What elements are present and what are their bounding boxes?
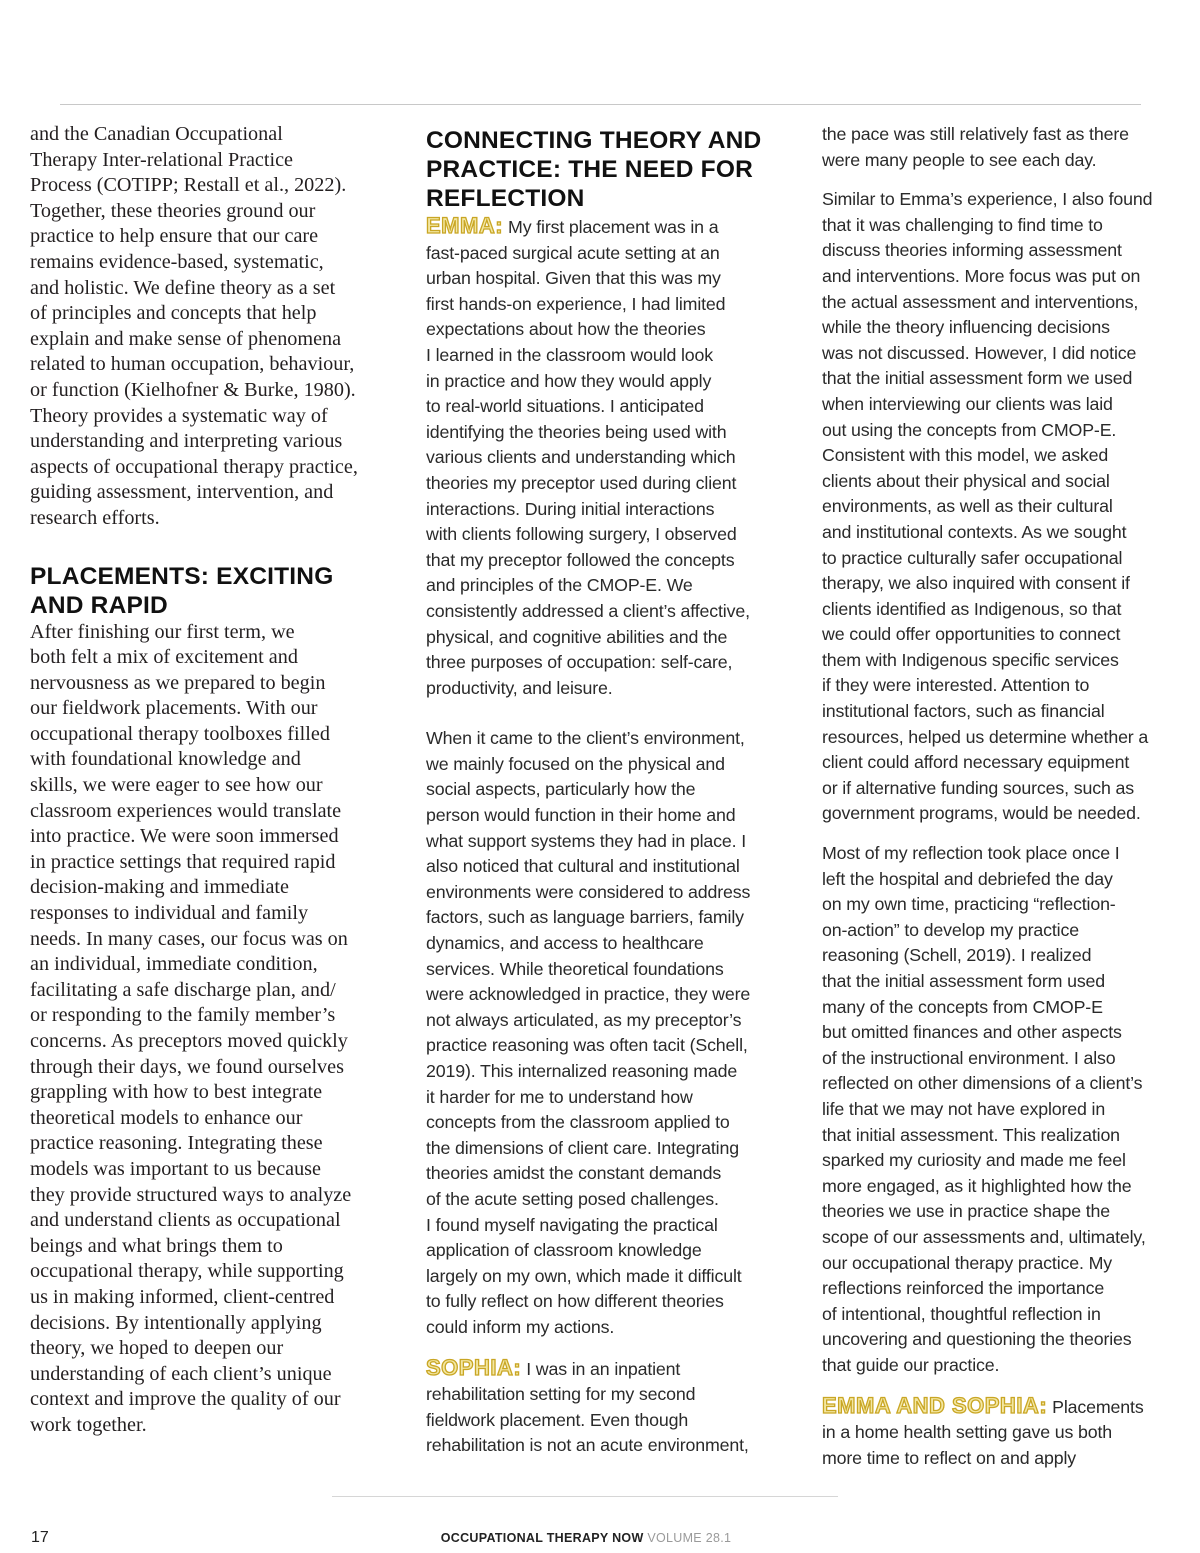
text-line: research efforts.: [30, 506, 160, 529]
text-line: CONNECTING THEORY AND: [426, 127, 762, 154]
text-line: work together.: [30, 1413, 147, 1436]
text-line: grappling with how to best integrate: [30, 1081, 323, 1104]
text-line: theories we use in practice shape the: [822, 1201, 1111, 1222]
footer-rule: [332, 1496, 838, 1497]
text-line: that initial assessment. This realization: [822, 1124, 1120, 1145]
text-line: client could afford necessary equipment: [822, 752, 1130, 773]
text-line: an individual, immediate condition,: [30, 953, 318, 976]
text-line: we mainly focused on the physical and: [426, 753, 725, 774]
emma-paragraph-body: [426, 241, 788, 702]
emma-and-sophia-paragraph-body: [822, 1420, 1182, 1471]
text-line: that the initial assessment form used: [822, 971, 1106, 991]
text-line: in practice settings that required rapid: [30, 850, 336, 873]
similar-experience-paragraph: [822, 187, 1182, 827]
text-line: us in making informed, client-centred: [30, 1285, 335, 1308]
text-line: related to human occupation, behaviour,: [30, 353, 355, 376]
text-line: institutional factors, such as financial: [822, 701, 1105, 722]
text-line: many of the concepts from CMOP-E: [822, 996, 1103, 1017]
text-line: of the instructional environment. I also: [822, 1047, 1116, 1068]
text-line: interactions. During initial interactions: [426, 498, 715, 519]
text-line: Theory provides a systematic way of: [30, 404, 328, 427]
text-line: Therapy Inter-relational Practice: [30, 148, 294, 171]
text-line: theories my preceptor used during client: [426, 472, 737, 493]
column-left: [30, 122, 392, 1439]
text-line: into practice. We were soon immersed: [30, 825, 339, 848]
text-line: After finishing our first term, we: [30, 620, 295, 643]
text-line: concepts from the classroom applied to: [426, 1112, 730, 1133]
text-line: Most of my reflection took place once I: [822, 843, 1120, 864]
emma-paragraph: [426, 213, 788, 701]
sophia-paragraph-body: [426, 1382, 788, 1459]
speaker-label-emma: EMMA:: [426, 213, 504, 238]
text-line: to fully reflect on how different theories: [426, 1291, 724, 1312]
text-line: Process (COTIPP; Restall et al., 2022).: [30, 174, 347, 197]
text-line: the actual assessment and interventions,: [822, 291, 1139, 312]
text-line: government programs, would be needed.: [822, 803, 1141, 824]
text-line: Consistent with this model, we asked: [822, 445, 1109, 466]
text-line: and interventions. More focus was put on: [822, 265, 1141, 286]
emma-first-line: My first placement was in a: [508, 217, 719, 237]
text-line: responses to individual and family: [30, 902, 309, 925]
text-line: but omitted finances and other aspects: [822, 1022, 1122, 1043]
footer-magazine-title: OCCUPATIONAL THERAPY NOW: [440, 1531, 644, 1545]
text-line: social aspects, particularly how the: [426, 779, 696, 800]
text-line: dynamics, and access to healthcare: [426, 933, 704, 954]
text-line: and understand clients as occupational: [30, 1209, 341, 1232]
text-line: facilitating a safe discharge plan, and/: [30, 978, 336, 1001]
text-line: more engaged, as it highlighted how the: [822, 1175, 1132, 1196]
text-line: we could offer opportunities to connect: [822, 624, 1121, 645]
text-line: or responding to the family member’s: [30, 1004, 336, 1027]
speaker-label-emma-and-sophia: EMMA AND SOPHIA:: [822, 1392, 1048, 1418]
theory-paragraph: [30, 122, 392, 532]
text-line: and institutional contexts. As we sought: [822, 521, 1127, 542]
text-line: theories amidst the constant demands: [426, 1163, 722, 1184]
pace-paragraph: [822, 122, 1182, 173]
text-line: sparked my curiosity and made me feel: [822, 1150, 1126, 1171]
emma-and-sophia-first-line: Placements: [1052, 1396, 1144, 1417]
text-line: that the initial assessment form we used: [822, 368, 1133, 389]
text-line: decisions. By intentionally applying: [30, 1311, 322, 1334]
text-line: practice reasoning was often tacit (Schell,: [426, 1035, 748, 1056]
text-line: or if alternative funding sources, such as: [822, 777, 1134, 798]
text-line: needs. In many cases, our focus was on: [30, 927, 348, 950]
section-heading-connecting-theory: [426, 126, 788, 213]
text-line: could inform my actions.: [426, 1316, 615, 1337]
text-line: classroom experiences would translate: [30, 799, 342, 822]
text-line: first hands-on experience, I had limited: [426, 293, 726, 314]
text-line: that it was challenging to find time to: [822, 214, 1103, 235]
text-line: clients identified as Indigenous, so that: [822, 598, 1122, 619]
text-line: productivity, and leisure.: [426, 677, 613, 698]
header-rule: [60, 104, 1141, 105]
text-line: to real-world situations. I anticipated: [426, 396, 704, 417]
text-line: of the acute setting posed challenges.: [426, 1188, 719, 1209]
text-line: PLACEMENTS: EXCITING: [30, 562, 334, 590]
text-line: occupational therapy toolboxes filled: [30, 722, 330, 745]
text-line: our fieldwork placements. With our: [30, 697, 318, 720]
text-line: understanding of each client’s unique: [30, 1362, 332, 1385]
text-line: 2019). This internalized reasoning made: [426, 1061, 738, 1081]
text-line: to practice culturally safer occupational: [822, 547, 1123, 568]
text-line: reflected on other dimensions of a client’s: [822, 1073, 1143, 1094]
section-heading-placements: [30, 562, 392, 620]
footer-volume: VOLUME 28.1: [647, 1531, 732, 1545]
text-line: of intentional, thoughtful reflection in: [822, 1303, 1101, 1324]
text-line: resources, helped us determine whether a: [822, 726, 1149, 747]
text-line: fieldwork placement. Even though: [426, 1409, 689, 1430]
text-line: reflections reinforced the importance: [822, 1278, 1105, 1299]
text-line: theory, we hoped to deepen our: [30, 1337, 284, 1360]
text-line: clients about their physical and social: [822, 470, 1110, 491]
environment-paragraph: [426, 726, 788, 1340]
placements-paragraph: [30, 620, 392, 1439]
text-line: what support systems they had in place. I: [426, 830, 747, 851]
text-line: was not discussed. However, I did notice: [822, 342, 1137, 363]
text-line: left the hospital and debriefed the day: [822, 868, 1113, 889]
text-line: therapy, we also inquired with consent if: [822, 573, 1130, 594]
text-line: aspects of occupational therapy practice,: [30, 455, 358, 478]
text-line: understanding and interpreting various: [30, 430, 343, 453]
text-line: through their days, we found ourselves: [30, 1055, 344, 1078]
text-line: context and improve the quality of our: [30, 1388, 341, 1411]
page-number: 17: [31, 1529, 49, 1546]
text-line: guiding assessment, intervention, and: [30, 481, 334, 504]
text-line: and the Canadian Occupational: [30, 123, 283, 145]
text-line: When it came to the client’s environment,: [426, 728, 745, 749]
text-line: I found myself navigating the practical: [426, 1214, 718, 1235]
text-line: Together, these theories ground our: [30, 199, 316, 222]
text-line: application of classroom knowledge: [426, 1240, 702, 1261]
text-line: the pace was still relatively fast as there: [822, 124, 1129, 144]
text-line: environments, as well as their cultural: [822, 496, 1113, 517]
text-line: practice reasoning. Integrating these: [30, 1132, 323, 1155]
text-line: with foundational knowledge and: [30, 748, 301, 771]
text-line: urban hospital. Given that this was my: [426, 268, 721, 289]
text-line: discuss theories informing assessment: [822, 240, 1122, 261]
speaker-label-sophia: SOPHIA:: [426, 1354, 522, 1380]
text-line: and principles of the CMOP-E. We: [426, 575, 693, 596]
text-line: them with Indigenous specific services: [822, 649, 1119, 670]
text-line: were many people to see each day.: [822, 149, 1097, 170]
text-line: AND RAPID: [30, 591, 168, 619]
text-line: factors, such as language barriers, family: [426, 907, 744, 928]
text-line: out using the concepts from CMOP-E.: [822, 419, 1117, 440]
text-line: various clients and understanding which: [426, 447, 736, 468]
text-line: consistently addressed a client’s affective,: [426, 600, 750, 621]
text-line: expectations about how the theories: [426, 319, 706, 340]
text-line: largely on my own, which made it difficult: [426, 1265, 742, 1286]
text-line: were acknowledged in practice, they were: [426, 984, 751, 1005]
text-line: services. While theoretical foundations: [426, 958, 724, 979]
text-line: concerns. As preceptors moved quickly: [30, 1030, 348, 1052]
text-line: rehabilitation is not an acute environment,: [426, 1435, 749, 1456]
text-line: that my preceptor followed the concepts: [426, 549, 735, 570]
text-line: fast-paced surgical acute setting at an: [426, 242, 720, 263]
text-line: explain and make sense of phenomena: [30, 327, 342, 350]
text-line: or function (Kielhofner & Burke, 1980).: [30, 378, 356, 401]
text-line: environments were considered to address: [426, 881, 751, 902]
text-line: while the theory influencing decisions: [822, 317, 1110, 338]
text-line: more time to reflect on and apply: [822, 1447, 1076, 1468]
text-line: not always articulated, as my preceptor’s: [426, 1009, 742, 1030]
text-line: both felt a mix of excitement and: [30, 646, 298, 669]
column-middle: [426, 122, 788, 1459]
text-line: that guide our practice.: [822, 1354, 1000, 1375]
text-line: reasoning (Schell, 2019). I realized: [822, 945, 1092, 966]
footer-publication: [0, 1531, 1172, 1545]
text-line: in a home health setting gave us both: [822, 1422, 1113, 1443]
emma-and-sophia-paragraph: [822, 1393, 1182, 1472]
text-line: decision-making and immediate: [30, 876, 289, 899]
text-line: Similar to Emma’s experience, I also found: [822, 189, 1153, 210]
text-line: person would function in their home and: [426, 805, 736, 826]
text-line: and holistic. We define theory as a set: [30, 276, 336, 299]
text-line: uncovering and questioning the theories: [822, 1329, 1132, 1350]
text-line: our occupational therapy practice. My: [822, 1252, 1112, 1273]
text-line: with clients following surgery, I observed: [426, 524, 737, 545]
text-line: they provide structured ways to analyze: [30, 1183, 352, 1206]
text-line: REFLECTION: [426, 185, 585, 212]
text-line: of principles and concepts that help: [30, 302, 317, 325]
text-line: theoretical models to enhance our: [30, 1106, 303, 1129]
text-line: it harder for me to understand how: [426, 1086, 693, 1107]
text-line: rehabilitation setting for my second: [426, 1384, 696, 1405]
text-line: practice to help ensure that our care: [30, 225, 319, 248]
text-line: in practice and how they would apply: [426, 370, 712, 391]
text-line: life that we may not have explored in: [822, 1098, 1106, 1119]
text-line: identifying the theories being used with: [426, 421, 727, 442]
sophia-first-line: I was in an inpatient: [526, 1358, 681, 1379]
text-line: when interviewing our clients was laid: [822, 393, 1113, 414]
reflection-paragraph: [822, 841, 1182, 1378]
text-line: also noticed that cultural and institutional: [426, 856, 740, 877]
text-line: on-action” to develop my practice: [822, 919, 1079, 940]
text-line: physical, and cognitive abilities and the: [426, 626, 728, 647]
text-line: I learned in the classroom would look: [426, 344, 714, 365]
text-line: scope of our assessments and, ultimately,: [822, 1226, 1146, 1247]
text-line: the dimensions of client care. Integrating: [426, 1137, 739, 1158]
text-line: three purposes of occupation: self-care,: [426, 652, 733, 673]
text-line: models was important to us because: [30, 1157, 321, 1180]
text-line: if they were interested. Attention to: [822, 675, 1090, 696]
text-line: occupational therapy, while supporting: [30, 1260, 344, 1283]
text-line: remains evidence-based, systematic,: [30, 250, 324, 273]
text-line: skills, we were eager to see how our: [30, 774, 323, 797]
text-line: beings and what brings them to: [30, 1234, 283, 1257]
text-line: nervousness as we prepared to begin: [30, 671, 326, 694]
sophia-paragraph: [426, 1355, 788, 1459]
column-right: [822, 122, 1182, 1471]
text-line: PRACTICE: THE NEED FOR: [426, 156, 753, 183]
text-line: on my own time, practicing “reflection-: [822, 894, 1116, 915]
